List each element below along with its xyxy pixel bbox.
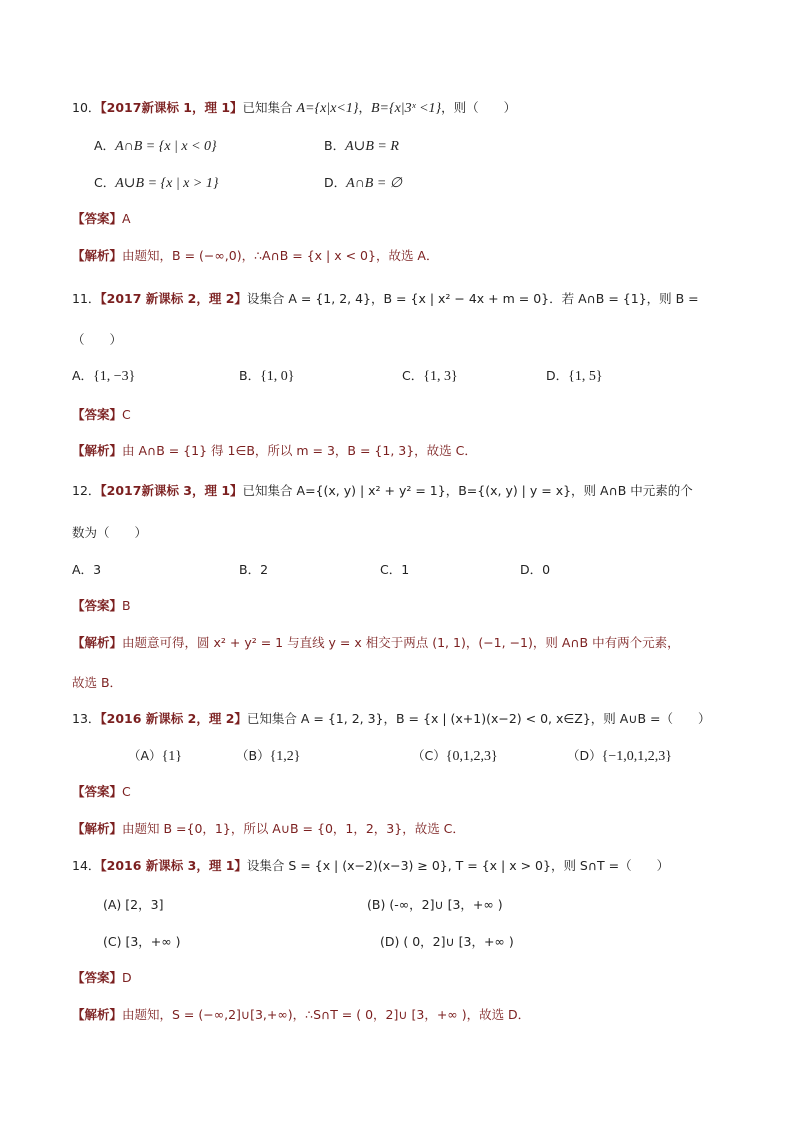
q13-option-c: （C）{0,1,2,3} (412, 748, 498, 764)
q13-option-b: （B）{1,2} (236, 748, 301, 764)
q13-solution: 【解析】由题知 B ={0，1}，所以 A∪B = {0，1，2，3}，故选 C． (72, 821, 465, 836)
q13-option-a: （A）{1} (128, 748, 183, 764)
q12-stem (72, 481, 693, 499)
q13-stem-text: 已知集合 A = {1, 2, 3}，B = {x | (x+1)(x−2) < 0, x∈Z}，则 A∪B =（ ） (246, 711, 711, 726)
q12-solution-cont: 故选 B． (72, 675, 123, 690)
q10-set-a: A={x|x<1} (296, 101, 359, 116)
q10-answer: 【答案】A (72, 211, 131, 226)
q10-stem-tail: ，则（ ） (441, 100, 517, 115)
q11-source: 【2017 新课标 2，理 2】 (100, 291, 247, 306)
q12-option-d: D．0 (520, 562, 551, 577)
q14-stem-text: 设集合 S = {x | (x−2)(x−3) ≥ 0}, T = {x | x > 0}，则 S∩T =（ ） (246, 858, 670, 873)
q13-option-d: （D）{−1,0,1,2,3} (567, 748, 672, 764)
q11-stem-text: 设集合 A = {1, 2, 4}，B = {x | x² − 4x + m = 0}．若 A∩B = {1}，则 B = (246, 291, 699, 306)
q11-option-a: A．{1, −3} (72, 368, 136, 384)
q12-option-b: B．2 (239, 562, 269, 577)
q10-number: 10． (72, 100, 101, 115)
q10-stem: 10．【2017新课标 1，理 1】已知集合 A={x|x<1}，B={x|3ˣ <1}，则（ ） (72, 100, 517, 116)
q13-answer: 【答案】C (72, 784, 131, 799)
q10-stem-text: 已知集合 (242, 100, 293, 115)
q11-option-b: B．{1, 0} (239, 368, 295, 384)
q10-option-b: B．A∪B = R (324, 138, 399, 154)
q14-option-b: (B) (-∞，2]∪ [3，+∞ ) (367, 897, 503, 912)
q11-stem-paren: （ ） (72, 332, 123, 347)
q14-option-d: (D) ( 0，2]∪ [3，+∞ ) (380, 934, 514, 949)
q14-stem (72, 856, 669, 874)
q12-option-c: C．1 (380, 562, 410, 577)
q14-source: 【2016 新课标 3，理 1】 (100, 858, 247, 873)
q14-number: 14． (72, 858, 101, 873)
q14-solution: 【解析】由题知，S = (−∞,2]∪[3,+∞)，∴S∩T = ( 0，2]∪ [3，+∞ )，故选 D． (72, 1007, 531, 1022)
q13-source: 【2016 新课标 2，理 2】 (100, 711, 247, 726)
q10-set-b: B={x|3ˣ <1} (370, 101, 442, 116)
q10-solution: 【解析】由题知，B = (−∞,0)，∴A∩B = {x | x < 0}，故选 A． (72, 248, 439, 263)
q11-stem (72, 289, 699, 307)
q14-option-a: (A) [2，3] (103, 897, 164, 912)
q11-option-d: D．{1, 5} (546, 368, 603, 384)
q12-number: 12． (72, 483, 101, 498)
q12-stem-text: 已知集合 A={(x, y) | x² + y² = 1}，B={(x, y) | y = x}，则 A∩B 中元素的个 (242, 483, 693, 498)
q10-option-a: A．A∩B = {x | x < 0} (94, 138, 217, 154)
q10-option-c: C．A∪B = {x | x > 1} (94, 175, 219, 191)
q14-option-c: (C) [3，+∞ ) (103, 934, 181, 949)
q12-source: 【2017新课标 3，理 1】 (100, 483, 243, 498)
q10-source: 【2017新课标 1，理 1】 (100, 100, 243, 115)
q12-answer: 【答案】B (72, 598, 131, 613)
q14-answer: 【答案】D (72, 970, 132, 985)
q11-number: 11． (72, 291, 101, 306)
q13-number: 13． (72, 711, 101, 726)
q12-option-a: A．3 (72, 562, 102, 577)
q13-stem (72, 709, 711, 727)
q11-option-c: C．{1, 3} (402, 368, 458, 384)
q12-solution: 【解析】由题意可得，圆 x² + y² = 1 与直线 y = x 相交于两点 (1, 1)，(−1, −1)，则 A∩B 中有两个元素， (72, 635, 680, 650)
q12-stem-cont: 数为（ ） (72, 525, 148, 540)
q10-option-d: D．A∩B = ∅ (324, 175, 402, 191)
q11-solution: 【解析】由 A∩B = {1} 得 1∈B，所以 m = 3，B = {1, 3}，故选 C． (72, 443, 477, 458)
q11-answer: 【答案】C (72, 407, 131, 422)
